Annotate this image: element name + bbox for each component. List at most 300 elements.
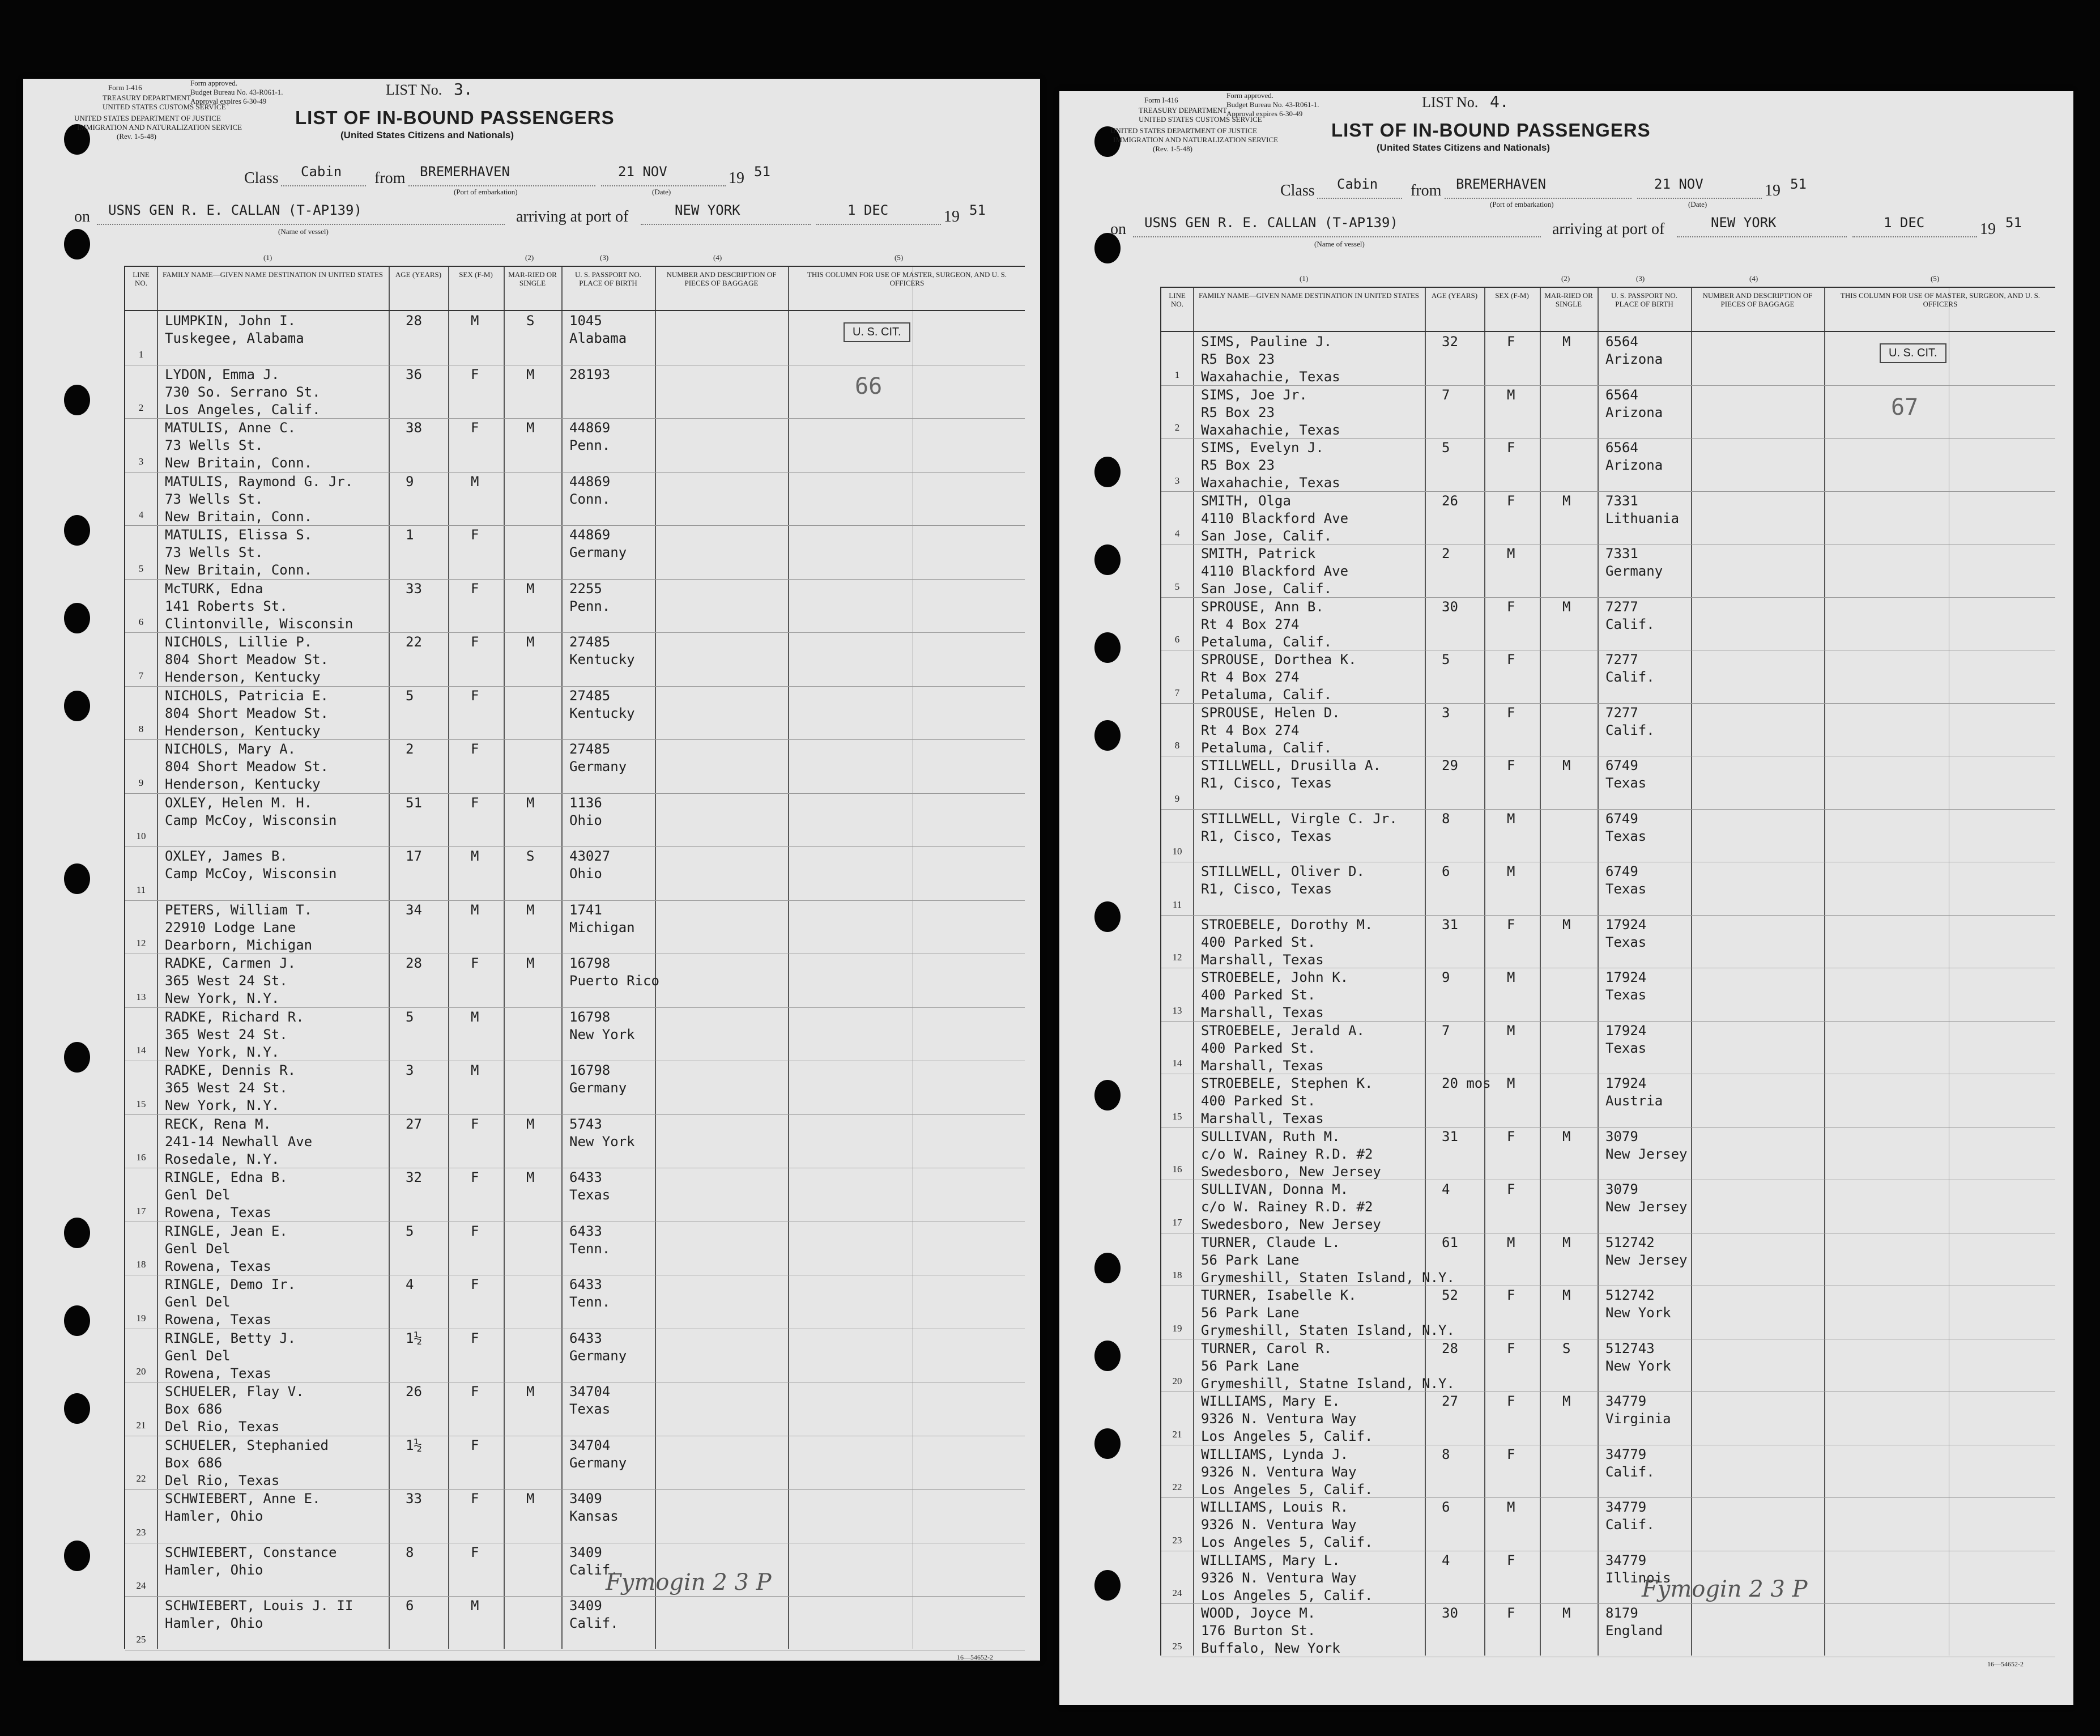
passenger-marital-status: M bbox=[526, 1491, 535, 1507]
punch-hole bbox=[1094, 1080, 1121, 1110]
passenger-row bbox=[125, 1007, 1025, 1061]
passenger-sex: F bbox=[471, 580, 479, 597]
passenger-sex: F bbox=[1507, 334, 1515, 350]
passenger-sex: M bbox=[471, 1062, 479, 1078]
passenger-sex: F bbox=[471, 1116, 479, 1132]
line-number: 4 bbox=[138, 509, 144, 520]
column-header-married: MAR-RIED OR SINGLE bbox=[508, 270, 557, 287]
line-number: 2 bbox=[138, 402, 144, 413]
passenger-name-address: SIMS, Joe Jr. R5 Box 23 Waxahachie, Texas bbox=[1201, 386, 1340, 438]
line-number: 8 bbox=[138, 724, 144, 734]
line-number: 9 bbox=[1174, 793, 1180, 804]
passenger-name-address: WOOD, Joyce M. 176 Burton St. Buffalo, New York bbox=[1201, 1605, 1340, 1656]
passport-and-birthplace: 6433 Tenn. bbox=[569, 1277, 611, 1310]
passenger-age: 29 bbox=[1442, 758, 1458, 773]
dept-customs: UNITED STATES CUSTOMS SERVICE bbox=[1139, 115, 1262, 124]
passenger-marital-status: M bbox=[1562, 334, 1571, 350]
passenger-sex: F bbox=[471, 634, 479, 650]
passenger-age: 5 bbox=[1442, 652, 1450, 667]
line-number: 20 bbox=[136, 1366, 146, 1377]
passenger-name-address: RINGLE, Demo Ir. Genl Del Rowena, Texas bbox=[165, 1277, 296, 1327]
passenger-marital-status: M bbox=[1562, 598, 1571, 615]
column-header-sex: SEX (F-M) bbox=[459, 270, 493, 279]
passenger-name-address: RECK, Rena M. 241-14 Newhall Ave Rosedale, N.Y. bbox=[165, 1116, 313, 1167]
punch-hole bbox=[1094, 1341, 1121, 1371]
passenger-age: 36 bbox=[406, 366, 422, 382]
passenger-name-address: STROEBELE, Dorothy M. 400 Parked St. Marshall, Texas bbox=[1201, 916, 1373, 968]
passenger-age: 27 bbox=[406, 1116, 422, 1132]
arrival-year: 51 bbox=[969, 202, 986, 218]
passenger-marital-status: M bbox=[1562, 1287, 1571, 1303]
passenger-sex: F bbox=[1507, 1287, 1515, 1303]
passenger-row bbox=[125, 686, 1025, 740]
passenger-age: 8 bbox=[406, 1544, 414, 1560]
class-value: Cabin bbox=[1337, 176, 1378, 192]
passenger-age: 7 bbox=[1442, 386, 1450, 403]
line-number: 18 bbox=[136, 1259, 146, 1270]
passenger-name-address: SMITH, Patrick 4110 Blackford Ave San Jose, Calif. bbox=[1201, 546, 1349, 597]
line-number: 23 bbox=[1172, 1534, 1182, 1546]
passenger-sex: M bbox=[471, 1598, 479, 1614]
passport-and-birthplace: 6749 Texas bbox=[1605, 810, 1647, 844]
passenger-sex: F bbox=[1507, 1446, 1515, 1462]
passport-and-birthplace: 6564 Arizona bbox=[1605, 440, 1663, 473]
approval-note: Approval expires 6-30-49 bbox=[190, 97, 267, 105]
passenger-name-address: SCHWIEBERT, Constance Hamler, Ohio bbox=[165, 1544, 337, 1578]
line-number: 15 bbox=[1172, 1110, 1182, 1122]
passport-and-birthplace: 44869 Conn. bbox=[569, 473, 611, 507]
passenger-age: 52 bbox=[1442, 1287, 1458, 1303]
manifest-subtitle: (United States Citizens and Nationals) bbox=[340, 130, 514, 141]
column-header-name: FAMILY NAME—GIVEN NAME DESTINATION IN UNITED STATES bbox=[162, 270, 384, 279]
line-number: 11 bbox=[136, 884, 146, 895]
passenger-marital-status: M bbox=[1562, 1605, 1571, 1621]
line-number: 16 bbox=[1172, 1164, 1182, 1175]
passenger-marital-status: M bbox=[526, 634, 535, 650]
passenger-sex: M bbox=[1507, 863, 1515, 879]
passenger-row bbox=[1161, 1392, 2055, 1445]
passport-and-birthplace: 6564 Arizona bbox=[1605, 386, 1663, 420]
vessel-name: USNS GEN R. E. CALLAN (T-AP139) bbox=[1144, 215, 1398, 231]
passenger-row bbox=[1161, 862, 2055, 915]
passenger-sex: M bbox=[471, 1009, 479, 1025]
passenger-name-address: MATULIS, Elissa S. 73 Wells St. New Britain, Conn. bbox=[165, 527, 313, 578]
passport-and-birthplace: 34779 Virginia bbox=[1605, 1393, 1671, 1427]
passport-and-birthplace: 3409 Kansas bbox=[569, 1491, 619, 1524]
passenger-name-address: SCHUELER, Flay V. Box 686 Del Rio, Texas bbox=[165, 1384, 304, 1435]
passenger-row bbox=[1161, 385, 2055, 439]
passenger-sex: F bbox=[471, 1330, 479, 1346]
punch-hole bbox=[1094, 457, 1121, 487]
arrival-date: 1 DEC bbox=[847, 202, 889, 218]
punch-hole bbox=[64, 1393, 90, 1424]
passenger-sex: M bbox=[1507, 546, 1515, 561]
line-number: 7 bbox=[138, 670, 144, 681]
passenger-marital-status: S bbox=[526, 313, 535, 329]
passenger-marital-status: M bbox=[526, 794, 535, 811]
port-underline bbox=[408, 185, 595, 186]
punch-hole bbox=[64, 1218, 90, 1248]
form-footer-code: 16—54652-2 bbox=[957, 1653, 993, 1661]
year-prefix: 19 bbox=[1765, 182, 1780, 199]
manifest-page-right bbox=[1059, 91, 2073, 1705]
passenger-age: 26 bbox=[406, 1384, 422, 1399]
approval-note: Form approved. bbox=[190, 79, 238, 87]
passenger-name-address: RADKE, Carmen J. 365 West 24 St. New York, N.Y. bbox=[165, 955, 296, 1006]
passenger-age: 4 bbox=[1442, 1552, 1450, 1568]
passport-and-birthplace: 6564 Arizona bbox=[1605, 334, 1663, 367]
punch-hole bbox=[64, 1042, 90, 1073]
passport-and-birthplace: 512742 New York bbox=[1605, 1287, 1671, 1321]
column-number: (4) bbox=[1749, 274, 1758, 283]
passenger-name-address: OXLEY, Helen M. H. Camp McCoy, Wisconsin bbox=[165, 794, 337, 828]
passenger-marital-status: M bbox=[526, 366, 535, 382]
embark-year: 51 bbox=[754, 164, 770, 180]
passport-and-birthplace: 16798 Puerto Rico bbox=[569, 955, 659, 989]
passenger-row bbox=[125, 1596, 1025, 1650]
line-number: 25 bbox=[136, 1633, 146, 1645]
line-number: 20 bbox=[1172, 1376, 1182, 1386]
passenger-name-address: RINGLE, Edna B. Genl Del Rowena, Texas bbox=[165, 1169, 288, 1220]
passenger-age: 1½ bbox=[406, 1437, 422, 1453]
column-header-married: MAR-RIED OR SINGLE bbox=[1544, 291, 1593, 308]
date-underline bbox=[601, 185, 726, 186]
passport-and-birthplace: 6433 Texas bbox=[569, 1169, 611, 1203]
passenger-row bbox=[1161, 809, 2055, 862]
passport-and-birthplace: 7331 Germany bbox=[1605, 546, 1663, 579]
column-number: (4) bbox=[713, 253, 722, 262]
passport-and-birthplace: 34704 Germany bbox=[569, 1437, 627, 1471]
line-number: 14 bbox=[1172, 1058, 1182, 1069]
line-number: 22 bbox=[1172, 1482, 1182, 1492]
us-citizen-stamp: U. S. CIT. bbox=[1880, 343, 1946, 363]
punch-hole bbox=[1094, 1428, 1121, 1459]
arrival-port: NEW YORK bbox=[675, 202, 740, 218]
passenger-sex: F bbox=[471, 1277, 479, 1292]
passport-and-birthplace: 8179 England bbox=[1605, 1605, 1663, 1639]
page-sequence-mark: 67 bbox=[1891, 394, 1919, 420]
passenger-age: 20 mos bbox=[1442, 1075, 1491, 1091]
passenger-age: 51 bbox=[406, 794, 422, 811]
passenger-name-address: NICHOLS, Patricia E. 804 Short Meadow St. Henderson, Kentucky bbox=[165, 687, 329, 739]
line-number: 19 bbox=[136, 1312, 146, 1324]
passport-and-birthplace: 2255 Penn. bbox=[569, 580, 611, 614]
line-number: 3 bbox=[1174, 475, 1180, 486]
manifest-title: LIST OF IN-BOUND PASSENGERS bbox=[1331, 120, 1651, 141]
passenger-row bbox=[1161, 1339, 2055, 1392]
passenger-age: 9 bbox=[406, 473, 414, 490]
class-label: Class bbox=[1280, 182, 1315, 199]
line-number: 17 bbox=[1172, 1216, 1182, 1228]
line-number: 24 bbox=[1172, 1588, 1182, 1598]
column-header-passport: U. S. PASSPORT NO. PLACE OF BIRTH bbox=[575, 270, 641, 287]
passenger-row bbox=[1161, 491, 2055, 544]
line-number: 7 bbox=[1174, 687, 1180, 698]
passenger-name-address: WILLIAMS, Louis R. 9326 N. Ventura Way Los Angeles 5, Calif. bbox=[1201, 1499, 1373, 1550]
punch-hole bbox=[1094, 1570, 1121, 1601]
form-number: Form I-416 bbox=[108, 83, 142, 92]
passenger-row bbox=[125, 1329, 1025, 1382]
form-footer-code: 16—54652-2 bbox=[1987, 1660, 2024, 1668]
passenger-age: 28 bbox=[406, 955, 422, 971]
passenger-name-address: OXLEY, James B. Camp McCoy, Wisconsin bbox=[165, 848, 337, 882]
punch-hole bbox=[1094, 544, 1121, 575]
arrival-port-underline bbox=[1677, 236, 1847, 237]
arriving-label: arriving at port of bbox=[516, 208, 629, 225]
passenger-marital-status: M bbox=[526, 1116, 535, 1132]
line-number: 22 bbox=[136, 1473, 146, 1484]
column-number: (1) bbox=[1300, 274, 1309, 283]
passenger-name-address: SMITH, Olga 4110 Blackford Ave San Jose, Calif. bbox=[1201, 492, 1349, 544]
passport-and-birthplace: 27485 Germany bbox=[569, 741, 627, 775]
passenger-age: 5 bbox=[1442, 440, 1450, 456]
passport-and-birthplace: 1136 Ohio bbox=[569, 794, 602, 828]
passenger-age: 31 bbox=[1442, 1128, 1458, 1144]
passenger-sex: M bbox=[1507, 1075, 1515, 1091]
passenger-sex: F bbox=[471, 1169, 479, 1185]
punch-hole bbox=[64, 229, 90, 259]
passenger-row bbox=[1161, 1603, 2055, 1657]
passenger-age: 28 bbox=[1442, 1340, 1458, 1356]
passenger-name-address: SPROUSE, Ann B. Rt 4 Box 274 Petaluma, Calif. bbox=[1201, 598, 1332, 650]
passenger-age: 5 bbox=[406, 687, 414, 704]
passenger-name-address: WILLIAMS, Mary E. 9326 N. Ventura Way Los Angeles 5, Calif. bbox=[1201, 1393, 1373, 1444]
passenger-sex: F bbox=[471, 1223, 479, 1239]
passenger-age: 5 bbox=[406, 1009, 414, 1025]
passenger-row bbox=[125, 632, 1025, 686]
embark-year: 51 bbox=[1790, 176, 1807, 192]
passenger-sex: F bbox=[1507, 1181, 1515, 1197]
line-number: 3 bbox=[138, 456, 144, 467]
passenger-sex: F bbox=[471, 955, 479, 971]
passenger-row bbox=[1161, 915, 2055, 968]
embark-date: 21 NOV bbox=[1654, 176, 1703, 192]
passenger-sex: F bbox=[471, 794, 479, 811]
column-header-name: FAMILY NAME—GIVEN NAME DESTINATION IN UNITED STATES bbox=[1198, 291, 1420, 300]
passenger-name-address: MATULIS, Anne C. 73 Wells St. New Britain, Conn. bbox=[165, 420, 313, 471]
punch-hole bbox=[64, 515, 90, 546]
port-underline bbox=[1445, 198, 1632, 199]
column-header-age: AGE (YEARS) bbox=[1431, 291, 1478, 300]
punch-hole bbox=[64, 1541, 90, 1571]
passport-and-birthplace: 3079 New Jersey bbox=[1605, 1128, 1688, 1162]
passport-and-birthplace: 7277 Calif. bbox=[1605, 652, 1655, 685]
passenger-marital-status: M bbox=[1562, 916, 1571, 933]
passenger-table bbox=[1160, 287, 2055, 1656]
passenger-sex: F bbox=[471, 1544, 479, 1560]
list-number-label: LIST No. bbox=[1422, 94, 1479, 110]
passenger-sex: F bbox=[1507, 652, 1515, 667]
passport-and-birthplace: 34704 Texas bbox=[569, 1384, 611, 1417]
passport-and-birthplace: 27485 Kentucky bbox=[569, 634, 635, 667]
passenger-name-address: STILLWELL, Virgle C. Jr. R1, Cisco, Texas bbox=[1201, 810, 1398, 844]
passenger-name-address: STROEBELE, Jerald A. 400 Parked St. Marshall, Texas bbox=[1201, 1022, 1365, 1074]
punch-hole bbox=[64, 603, 90, 633]
column-header-officers: THIS COLUMN FOR USE OF MASTER, SURGEON, AND U. S. OFFICERS bbox=[807, 270, 1007, 287]
line-number: 21 bbox=[1172, 1428, 1182, 1440]
passenger-row bbox=[125, 1436, 1025, 1490]
passport-and-birthplace: 16798 Germany bbox=[569, 1062, 627, 1096]
passenger-row bbox=[125, 365, 1025, 419]
port-embarkation: BREMERHAVEN bbox=[1456, 176, 1546, 192]
on-label: on bbox=[74, 208, 90, 225]
passenger-age: 31 bbox=[1442, 916, 1458, 933]
passenger-sex: F bbox=[1507, 704, 1515, 721]
line-number: 6 bbox=[1174, 634, 1180, 645]
passenger-row bbox=[125, 846, 1025, 900]
passenger-sex: M bbox=[1507, 1499, 1515, 1515]
passenger-age: 30 bbox=[1442, 1605, 1458, 1621]
passenger-age: 30 bbox=[1442, 598, 1458, 615]
passenger-name-address: NICHOLS, Mary A. 804 Short Meadow St. Henderson, Kentucky bbox=[165, 741, 329, 792]
passenger-age: 17 bbox=[406, 848, 422, 864]
passenger-row bbox=[1161, 650, 2055, 703]
pencil-inspector-signature: Fymogin 2 3 P bbox=[1642, 1576, 1808, 1602]
passenger-age: 61 bbox=[1442, 1234, 1458, 1250]
passport-and-birthplace: 17924 Texas bbox=[1605, 916, 1647, 950]
arrival-date-underline bbox=[1852, 236, 1977, 237]
passenger-age: 27 bbox=[1442, 1393, 1458, 1409]
passenger-sex: F bbox=[1507, 1393, 1515, 1409]
passenger-marital-status: M bbox=[526, 420, 535, 436]
passenger-sex: M bbox=[1507, 386, 1515, 403]
approval-note: Form approved. bbox=[1226, 91, 1274, 100]
passenger-age: 8 bbox=[1442, 810, 1450, 827]
dept-immigration: IMMIGRATION AND NATURALIZATION SERVICE bbox=[1113, 135, 1279, 144]
passenger-sex: F bbox=[1507, 1128, 1515, 1144]
column-number: (3) bbox=[600, 253, 609, 262]
column-header-officers: THIS COLUMN FOR USE OF MASTER, SURGEON, AND U. S. OFFICERS bbox=[1840, 291, 2041, 308]
line-number: 12 bbox=[136, 938, 146, 948]
passenger-sex: F bbox=[1507, 492, 1515, 509]
passport-and-birthplace: 44869 Penn. bbox=[569, 420, 611, 453]
passport-and-birthplace: 3079 New Jersey bbox=[1605, 1181, 1688, 1215]
punch-hole bbox=[64, 691, 90, 721]
list-number-label: LIST No. bbox=[386, 82, 442, 98]
passport-and-birthplace: 16798 New York bbox=[569, 1009, 635, 1043]
passport-and-birthplace: 28193 bbox=[569, 366, 611, 382]
passenger-row bbox=[125, 579, 1025, 633]
passenger-row bbox=[125, 1114, 1025, 1168]
dept-treasury: TREASURY DEPARTMENT bbox=[1139, 106, 1228, 114]
arrival-year-prefix: 19 bbox=[1980, 220, 1996, 238]
passport-and-birthplace: 512742 New Jersey bbox=[1605, 1234, 1688, 1268]
column-number: (5) bbox=[1931, 274, 1940, 283]
line-number: 25 bbox=[1172, 1640, 1182, 1652]
port-embarkation: BREMERHAVEN bbox=[420, 164, 510, 180]
passenger-table bbox=[124, 266, 1025, 1649]
passenger-row bbox=[125, 900, 1025, 954]
passport-and-birthplace: 17924 Texas bbox=[1605, 969, 1647, 1003]
passport-and-birthplace: 34779 Illinois bbox=[1605, 1552, 1671, 1586]
punch-hole bbox=[64, 863, 90, 894]
passenger-sex: F bbox=[1507, 758, 1515, 773]
passenger-name-address: SPROUSE, Helen D. Rt 4 Box 274 Petaluma, Calif. bbox=[1201, 704, 1340, 756]
passenger-row bbox=[1161, 1074, 2055, 1127]
passport-and-birthplace: 44869 Germany bbox=[569, 527, 627, 560]
class-underline bbox=[1317, 198, 1402, 199]
passenger-marital-status: M bbox=[526, 955, 535, 971]
passenger-marital-status: M bbox=[526, 1169, 535, 1185]
passenger-row bbox=[125, 1489, 1025, 1543]
passenger-row bbox=[1161, 597, 2055, 650]
arrival-year: 51 bbox=[2005, 215, 2022, 231]
passenger-row bbox=[125, 1275, 1025, 1329]
passenger-name-address: TURNER, Claude L. 56 Park Lane Grymeshill, Staten Island, N.Y. bbox=[1201, 1234, 1455, 1286]
vessel-caption: (Name of vessel) bbox=[1314, 240, 1365, 248]
passenger-name-address: SCHWIEBERT, Anne E. Hamler, Ohio bbox=[165, 1491, 321, 1524]
passport-and-birthplace: 7277 Calif. bbox=[1605, 598, 1655, 632]
passport-and-birthplace: 1741 Michigan bbox=[569, 901, 635, 935]
line-number: 16 bbox=[136, 1152, 146, 1163]
passenger-age: 32 bbox=[406, 1169, 422, 1185]
list-number: 4. bbox=[1490, 92, 1509, 111]
passenger-row bbox=[125, 1543, 1025, 1597]
passenger-sex: F bbox=[471, 687, 479, 704]
column-number: (2) bbox=[525, 253, 534, 262]
class-label: Class bbox=[244, 169, 279, 187]
passenger-sex: F bbox=[471, 1384, 479, 1399]
passenger-marital-status: M bbox=[1562, 492, 1571, 509]
punch-hole bbox=[1094, 720, 1121, 751]
passenger-name-address: LUMPKIN, John I. Tuskegee, Alabama bbox=[165, 313, 304, 346]
passport-and-birthplace: 3409 Calif. bbox=[569, 1544, 619, 1578]
passenger-age: 3 bbox=[1442, 704, 1450, 721]
approval-note: Budget Bureau No. 43-R061-1. bbox=[1226, 100, 1319, 109]
line-number: 6 bbox=[138, 616, 144, 627]
arriving-label: arriving at port of bbox=[1552, 220, 1665, 238]
passenger-name-address: RADKE, Dennis R. 365 West 24 St. New York, N.Y. bbox=[165, 1062, 296, 1113]
approval-note: Budget Bureau No. 43-R061-1. bbox=[190, 88, 283, 96]
passenger-name-address: McTURK, Edna 141 Roberts St. Clintonville, Wisconsin bbox=[165, 580, 353, 632]
passenger-row bbox=[1161, 968, 2055, 1021]
passenger-sex: F bbox=[471, 366, 479, 382]
passport-and-birthplace: 7277 Calif. bbox=[1605, 704, 1655, 738]
column-number: (5) bbox=[894, 253, 904, 262]
arrival-date: 1 DEC bbox=[1884, 215, 1925, 231]
passenger-sex: F bbox=[1507, 1552, 1515, 1568]
passport-and-birthplace: 1045 Alabama bbox=[569, 313, 627, 346]
vessel-caption: (Name of vessel) bbox=[278, 227, 329, 236]
passport-and-birthplace: 27485 Kentucky bbox=[569, 687, 635, 721]
passenger-row bbox=[1161, 1551, 2055, 1604]
passenger-age: 33 bbox=[406, 580, 422, 597]
column-header-line: LINE NO. bbox=[1169, 291, 1186, 308]
passport-and-birthplace: 6749 Texas bbox=[1605, 863, 1647, 897]
date-underline bbox=[1637, 198, 1762, 199]
passenger-age: 6 bbox=[1442, 863, 1450, 879]
column-header-age: AGE (YEARS) bbox=[395, 270, 442, 279]
dept-immigration: IMMIGRATION AND NATURALIZATION SERVICE bbox=[77, 123, 242, 131]
passenger-name-address: WILLIAMS, Mary L. 9326 N. Ventura Way Los Angeles 5, Calif. bbox=[1201, 1552, 1373, 1603]
line-number: 19 bbox=[1172, 1322, 1182, 1334]
line-number: 2 bbox=[1174, 422, 1180, 433]
column-header-baggage: NUMBER AND DESCRIPTION OF PIECES OF BAGGAGE bbox=[666, 270, 777, 287]
passenger-sex: F bbox=[1507, 440, 1515, 456]
passenger-name-address: STROEBELE, John K. 400 Parked St. Marshall, Texas bbox=[1201, 969, 1349, 1020]
line-number: 8 bbox=[1174, 740, 1180, 751]
dept-treasury: TREASURY DEPARTMENT bbox=[103, 93, 191, 102]
passenger-sex: F bbox=[1507, 916, 1515, 933]
passenger-row bbox=[1161, 544, 2055, 597]
line-number: 1 bbox=[138, 348, 144, 360]
punch-hole bbox=[1094, 901, 1121, 932]
passenger-row bbox=[125, 525, 1025, 579]
line-number: 5 bbox=[138, 563, 144, 574]
passenger-marital-status: M bbox=[1562, 1128, 1571, 1144]
line-number: 14 bbox=[136, 1045, 146, 1056]
dept-justice: UNITED STATES DEPARTMENT OF JUSTICE bbox=[1110, 126, 1257, 135]
